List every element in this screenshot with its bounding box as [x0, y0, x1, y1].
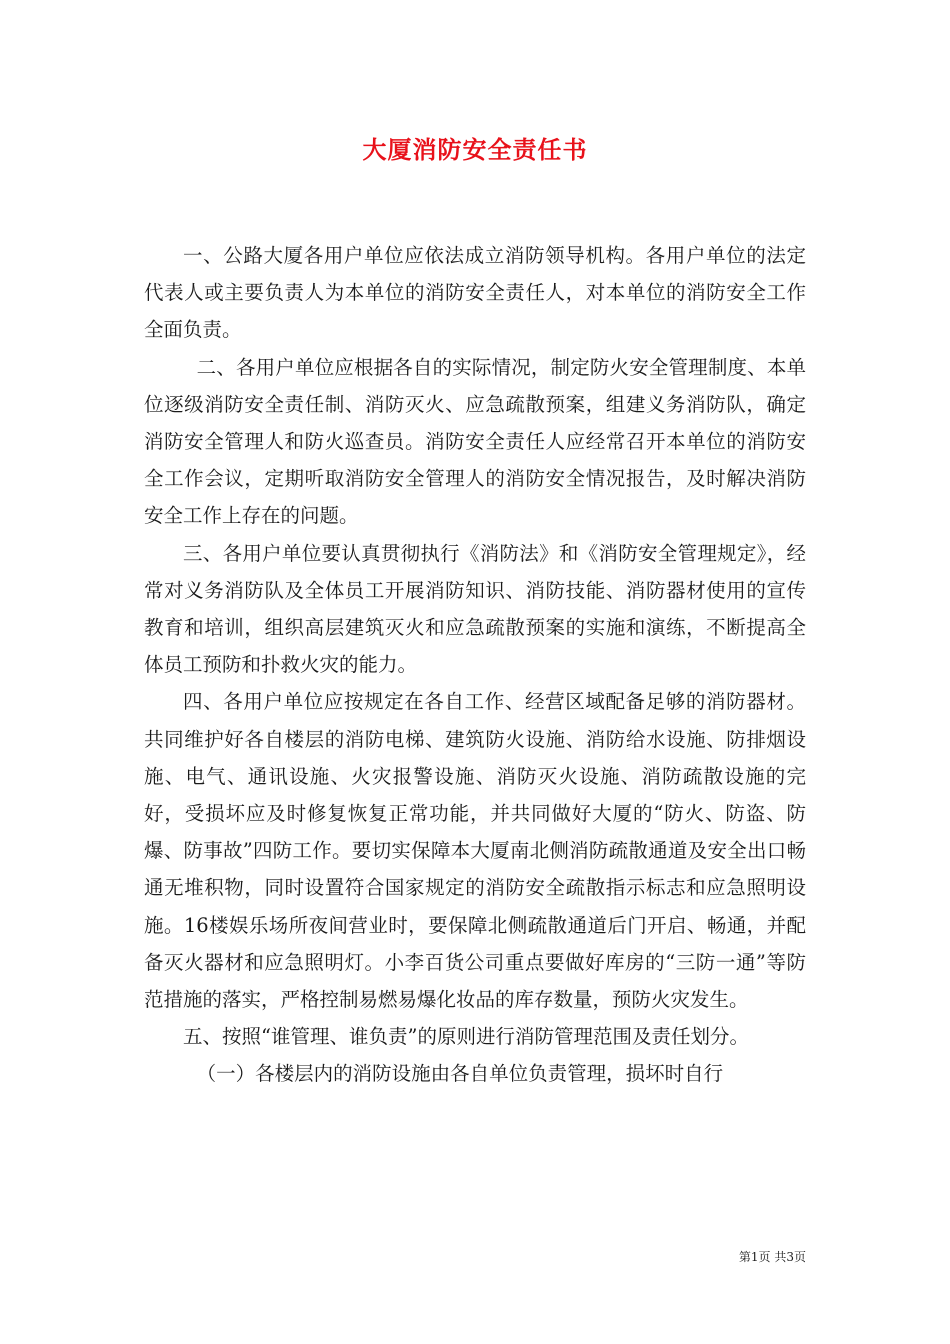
document-title: 大厦消防安全责任书: [362, 135, 588, 164]
paragraph-1: 一、公路大厦各用户单位应依法成立消防领导机构。各用户单位的法定代表人或主要负责人为本单位的消防安全责任人，对本单位的消防安全工作全面负责。: [144, 244, 806, 342]
page-number-footer: 第1页 共3页: [738, 1250, 806, 1264]
paragraph-5: 五、按照“谁管理、谁负责”的原则进行消防管理范围及责任划分。: [183, 1025, 749, 1049]
paragraph-3: 三、各用户单位要认真贯彻执行《消防法》和《消防安全管理规定》，经常对义务消防队及全体员工开展消防知识、消防技能、消防器材使用的宣传教育和培训，组织高层建筑灭火和应急疏散预案的实施和演练，不断提高全体员工预防和扑救火灾的能力。: [144, 541, 806, 677]
paragraph-4: 四、各用户单位应按规定在各自工作、经营区域配备足够的消防器材。共同维护好各自楼层的消防电梯、建筑防火设施、消防给水设施、防排烟设施、电气、通讯设施、火灾报警设施、消防灭火设施、消防疏散设施的完好，受损坏应及时修复恢复正常功能，并共同做好大厦的“防火、防盗、防爆、防事故”四防工作。要切实保障本大厦南北侧消防疏散通道及安全出口畅通无堆积物，同时设置符合国家规定的消防安全疏散指示标志和应急照明设施。16楼娱乐场所夜间营业时，要保障北侧疏散通道后门开启、畅通，并配备灭火器材和应急照明灯。小李百货公司重点要做好库房的“三防一通”等防范措施的落实，严格控制易燃易爆化妆品的库存数量，预防火灾发生。: [144, 690, 806, 1012]
paragraph-6: （一）各楼层内的消防设施由各自单位负责管理，损坏时自行: [196, 1062, 724, 1086]
paragraph-2: 二、各用户单位应根据各自的实际情况，制定防火安全管理制度、本单位逐级消防安全责任制、消防灭火、应急疏散预案，组建义务消防队，确定消防安全管理人和防火巡查员。消防安全责任人应经常召开本单位的消防安全工作会议，定期听取消防安全管理人的消防安全情况报告，及时解决消防安全工作上存在的问题。: [144, 355, 806, 528]
document-body: [144, 237, 806, 1093]
